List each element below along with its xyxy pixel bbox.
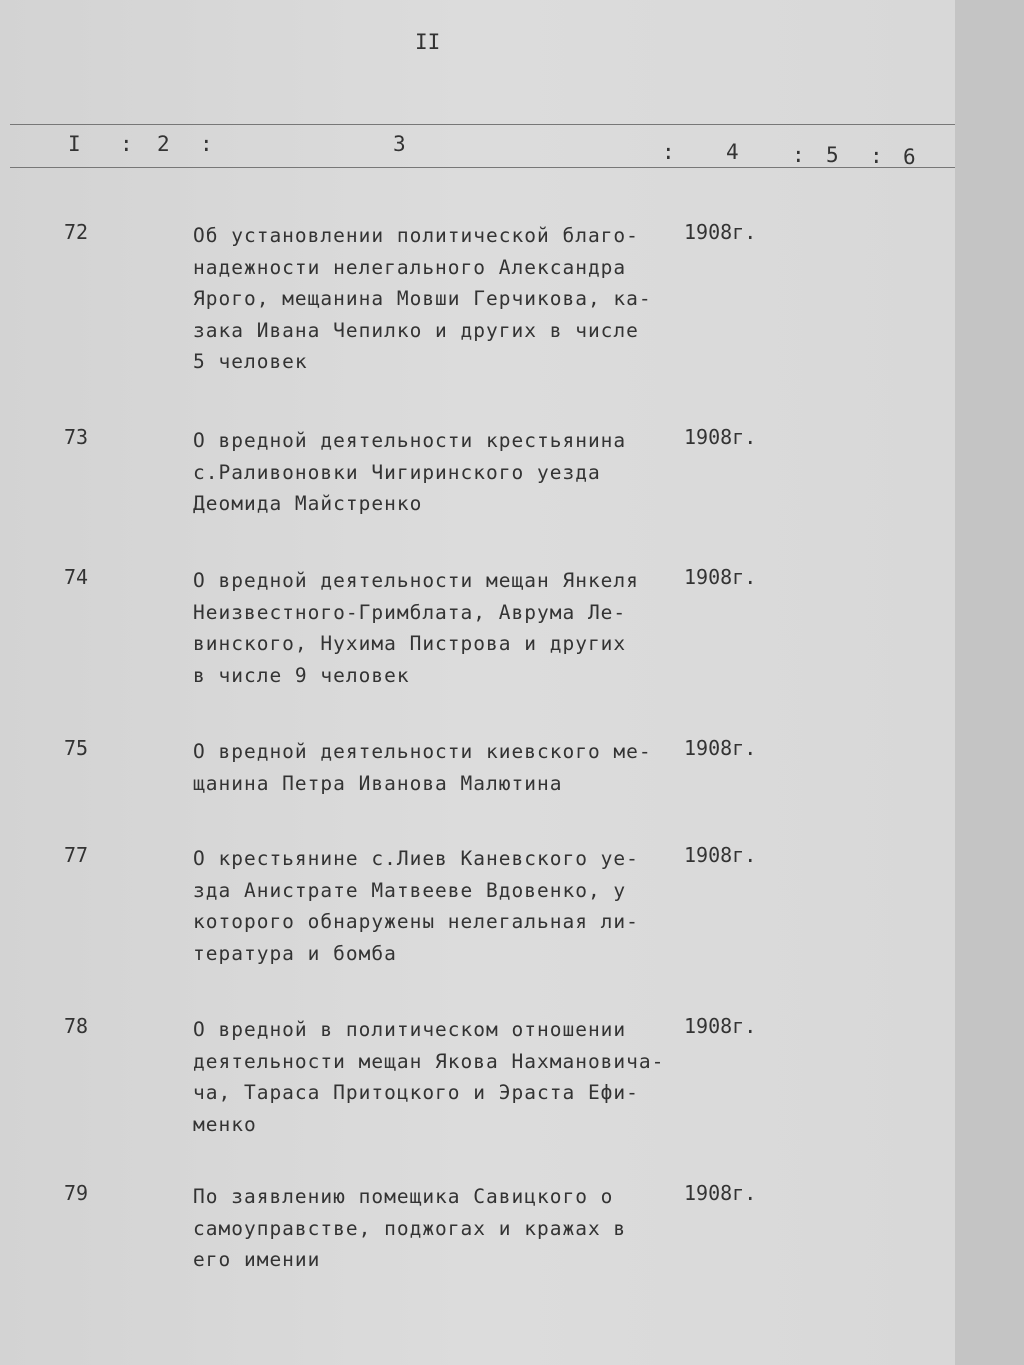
- description-line: Деомида Майстренко: [193, 492, 423, 515]
- description-line: О крестьянине с.Лиев Каневского уе-: [193, 847, 639, 870]
- entry-number: 74: [64, 565, 89, 589]
- col-3: 3: [393, 132, 406, 156]
- description-line: О вредной деятельности крестьянина: [193, 429, 627, 452]
- description-line: надежности нелегального Александра: [193, 255, 627, 279]
- header-rule-bottom: [10, 167, 955, 168]
- entry-description: [193, 565, 639, 691]
- entry-year: 1908г.: [684, 1181, 757, 1205]
- description-line: Ярого, мещанина Мовши Герчикова, ка-: [193, 287, 652, 310]
- entry-description: [193, 843, 639, 969]
- entry-number: 73: [64, 425, 89, 449]
- description-line: По заявлению помещика Савицкого о: [193, 1185, 614, 1208]
- page-edge: [955, 0, 1024, 1365]
- description-line: зака Ивана Чепилко и других в числе: [193, 318, 639, 342]
- description-line: менко: [193, 1112, 257, 1136]
- description-line: самоуправстве, поджогах и кражах в: [193, 1216, 627, 1240]
- entry-year: 1908г.: [684, 565, 757, 589]
- description-line: щанина Петра Иванова Малютина: [193, 771, 563, 795]
- entry-description: [193, 425, 626, 520]
- entry-year: 1908г.: [684, 843, 757, 867]
- entry-year: 1908г.: [684, 1014, 757, 1038]
- entry-year: 1908г.: [684, 736, 757, 760]
- description-line: в числе 9 человек: [193, 663, 410, 687]
- entry-description: [193, 736, 652, 799]
- description-line: 5 человек: [193, 350, 308, 373]
- entry-number: 77: [64, 843, 89, 867]
- header-rule-top: [10, 124, 955, 125]
- description-line: которого обнаружены нелегальная ли-: [193, 910, 639, 933]
- col-4: 4: [726, 140, 739, 164]
- entry-number: 75: [64, 736, 89, 760]
- entry-description: [193, 220, 652, 378]
- description-line: тература и бомба: [193, 941, 397, 965]
- description-line: ча, Тараса Притоцкого и Эраста Ефи-: [193, 1081, 639, 1104]
- description-line: О вредной деятельности киевского ме-: [193, 740, 652, 763]
- entry-year: 1908г.: [684, 220, 757, 244]
- description-line: О вредной деятельности мещан Янкеля: [193, 569, 639, 592]
- col-6: 6: [903, 145, 916, 169]
- entry-description: [193, 1014, 664, 1140]
- col-sep: :: [120, 132, 133, 156]
- description-line: Об установлении политической благо-: [193, 224, 639, 247]
- entry-year: 1908г.: [684, 425, 757, 449]
- col-sep: :: [792, 143, 805, 167]
- description-line: его имении: [193, 1248, 321, 1271]
- entry-number: 78: [64, 1014, 89, 1038]
- col-sep: :: [200, 132, 213, 156]
- entry-number: 79: [64, 1181, 89, 1205]
- entry-number: 72: [64, 220, 89, 244]
- description-line: О вредной в политическом отношении: [193, 1018, 627, 1041]
- col-1: I: [68, 132, 81, 156]
- description-line: деятельности мещан Якова Нахмановича-: [193, 1049, 665, 1073]
- col-2: 2: [157, 132, 170, 156]
- description-line: винского, Нухима Пистрова и других: [193, 632, 627, 655]
- page-number: II: [415, 30, 441, 54]
- description-line: Неизвестного-Гримблата, Аврума Ле-: [193, 600, 627, 624]
- col-sep: :: [662, 140, 675, 164]
- col-sep: :: [870, 144, 883, 168]
- description-line: с.Раливоновки Чигиринского уезда: [193, 460, 601, 484]
- entry-description: [193, 1181, 626, 1276]
- description-line: зда Анистрате Матвееве Вдовенко, у: [193, 878, 627, 902]
- col-5: 5: [826, 143, 839, 167]
